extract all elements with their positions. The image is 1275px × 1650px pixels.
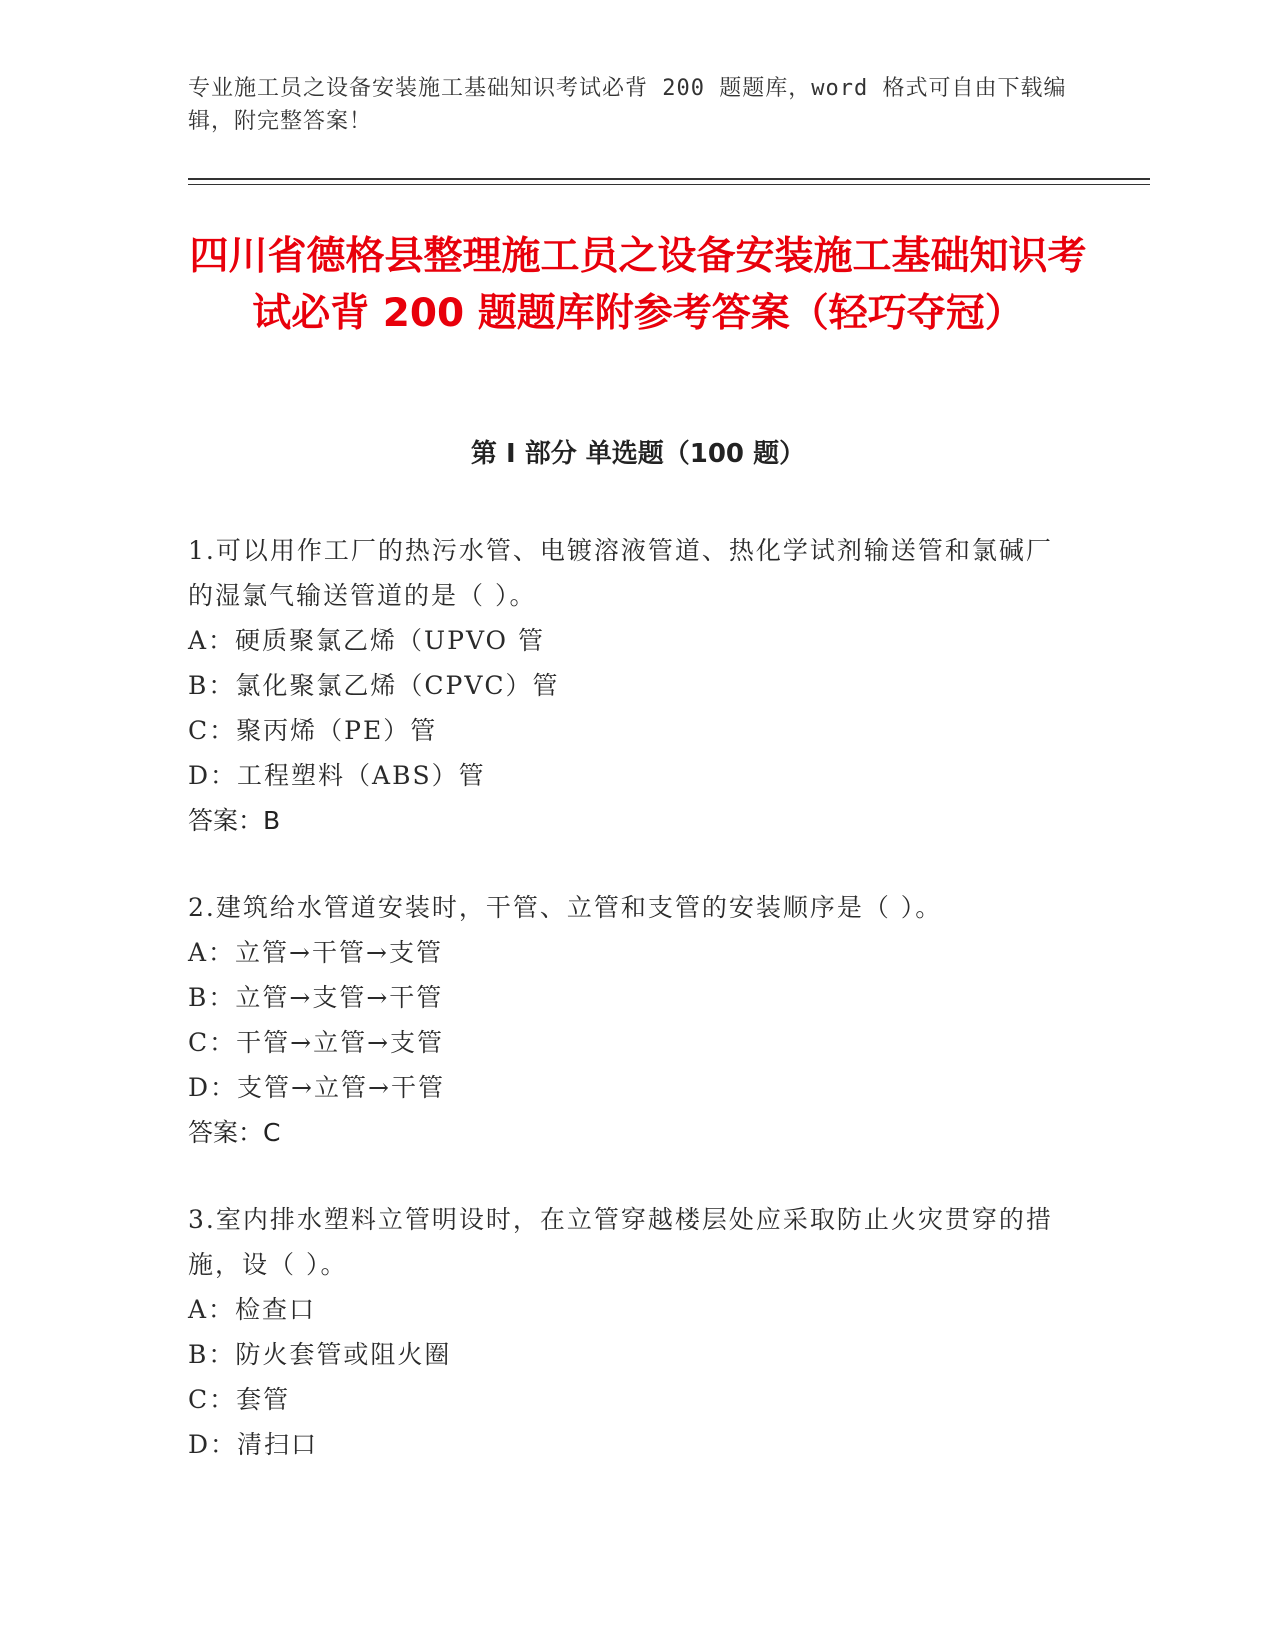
option-b: B：立管→支管→干管 [188, 983, 444, 1012]
option-d: D：清扫口 [188, 1430, 319, 1459]
option-b: B：防火套管或阻火圈 [188, 1340, 452, 1369]
option-a: A：立管→干管→支管 [188, 938, 443, 967]
option-a: A：硬质聚氯乙烯（UPVO 管 [188, 626, 546, 655]
option-c: C：套管 [188, 1385, 291, 1414]
section-title: 第 I 部分 单选题（100 题） [470, 439, 806, 469]
option-d: D：工程塑料（ABS）管 [188, 761, 486, 790]
header-divider-thick [188, 178, 1150, 180]
option-b: B：氯化聚氯乙烯（CPVC）管 [188, 671, 560, 700]
header-divider-thin [188, 184, 1150, 185]
document-title: 四川省德格县整理施工员之设备安装施工基础知识考试必背 200 题题库附参考答案（轻巧夺冠） [189, 234, 1087, 336]
option-c: C：聚丙烯（PE）管 [188, 716, 438, 745]
option-d: D：支管→立管→干管 [188, 1073, 445, 1102]
question-stem: 3.室内排水塑料立管明设时，在立管穿越楼层处应采取防止火灾贯穿的措施，设（ ）。 [188, 1205, 1053, 1279]
option-c: C：干管→立管→支管 [188, 1028, 445, 1057]
header-note: 专业施工员之设备安装施工基础知识考试必背 200 题题库，word 格式可自由下载编辑，附完整答案！ [188, 76, 1067, 134]
question-1 [188, 528, 1068, 843]
question-stem: 2.建筑给水管道安装时，干管、立管和支管的安装顺序是（ ）。 [188, 893, 943, 922]
question-2 [188, 885, 1068, 1155]
question-stem: 1.可以用作工厂的热污水管、电镀溶液管道、热化学试剂输送管和氯碱厂的湿氯气输送管道的是（ ）。 [188, 536, 1053, 610]
answer: 答案：B [188, 806, 281, 835]
option-a: A：检查口 [188, 1295, 317, 1324]
answer: 答案：C [188, 1118, 281, 1147]
question-3 [188, 1197, 1068, 1467]
question-list [188, 528, 1068, 1509]
